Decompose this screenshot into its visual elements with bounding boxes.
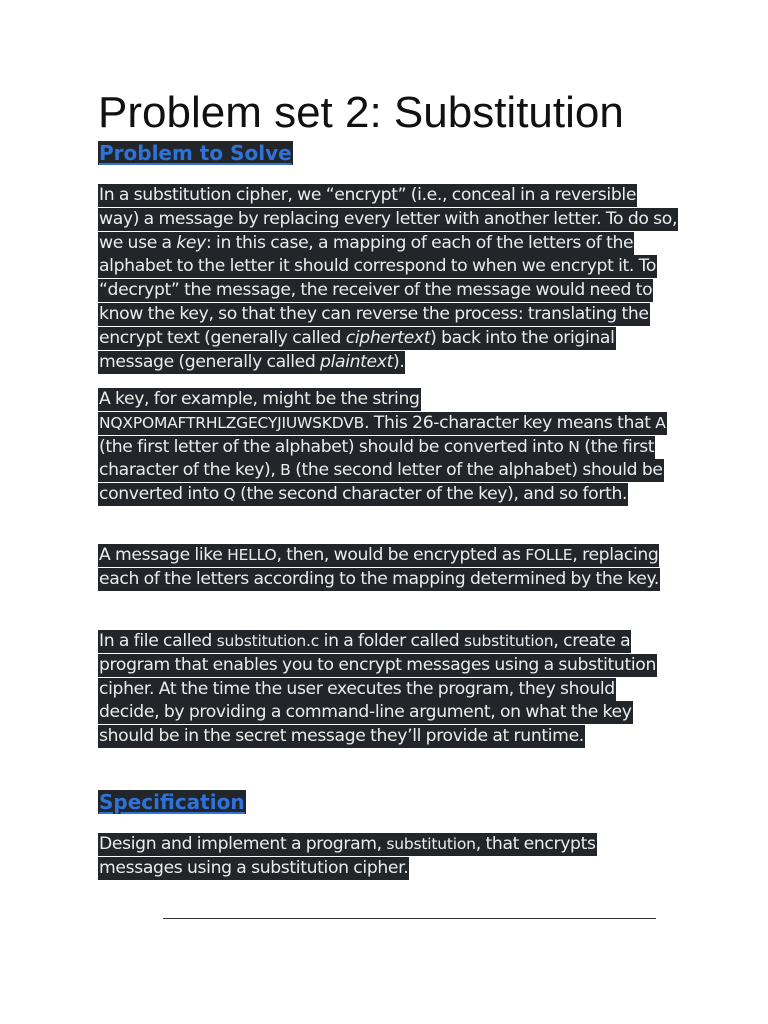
heading-specification-link[interactable]: Specification <box>99 790 245 814</box>
folder-name: substitution <box>463 632 554 650</box>
paragraph-hello-example: A message like HELLO, then, would be encrypted as FOLLE, replacing each of the letters according to the mapping determined by the key. <box>99 545 659 589</box>
heading-problem-to-solve[interactable] <box>98 138 293 168</box>
heading-problem-to-solve-link[interactable]: Problem to Solve <box>99 141 292 165</box>
horizontal-rule <box>163 918 656 919</box>
program-name: substitution <box>386 835 476 853</box>
file-name: substitution.c <box>216 632 320 650</box>
paragraph-key-example: A key, for example, might be the string NQXPOMAFTRHLZGECYJIUWSKDVB. This 26-character key means that A (the first letter of the alphabet) should be converted into N (the first character of the key), B (the second letter of the alphabet) should be converted into Q (the second character of the key), and so forth. <box>99 389 666 505</box>
page-title: Problem set 2: Substitution <box>98 88 624 137</box>
paragraph-specification: Design and implement a program, substitution, that encrypts messages using a substitution cipher. <box>99 834 596 878</box>
paragraph-substitution-intro: In a substitution cipher, we “encrypt” (i.e., conceal in a reversible way) a message by replacing every letter with another letter. To do so, we use a key: in this case, a mapping of each of the letters of the alphabet to the letter it should correspond to when we encrypt it. To “decrypt” the message, the receiver of the message would need to know the key, so that they can reverse the process: translating the encrypt text (generally called ciphertext) back into the original message (generally called plaintext). <box>99 185 678 372</box>
paragraph-file-instructions: In a file called substitution.c in a folder called substitution, create a program that enables you to encrypt messages using a substitution cipher. At the time the user executes the program, they should decide, by providing a command-line argument, on what the key should be in the secret message they’ll provide at runtime. <box>99 631 656 747</box>
key-string: NQXPOMAFTRHLZGECYJIUWSKDVB <box>99 413 365 432</box>
heading-specification[interactable] <box>98 787 246 817</box>
